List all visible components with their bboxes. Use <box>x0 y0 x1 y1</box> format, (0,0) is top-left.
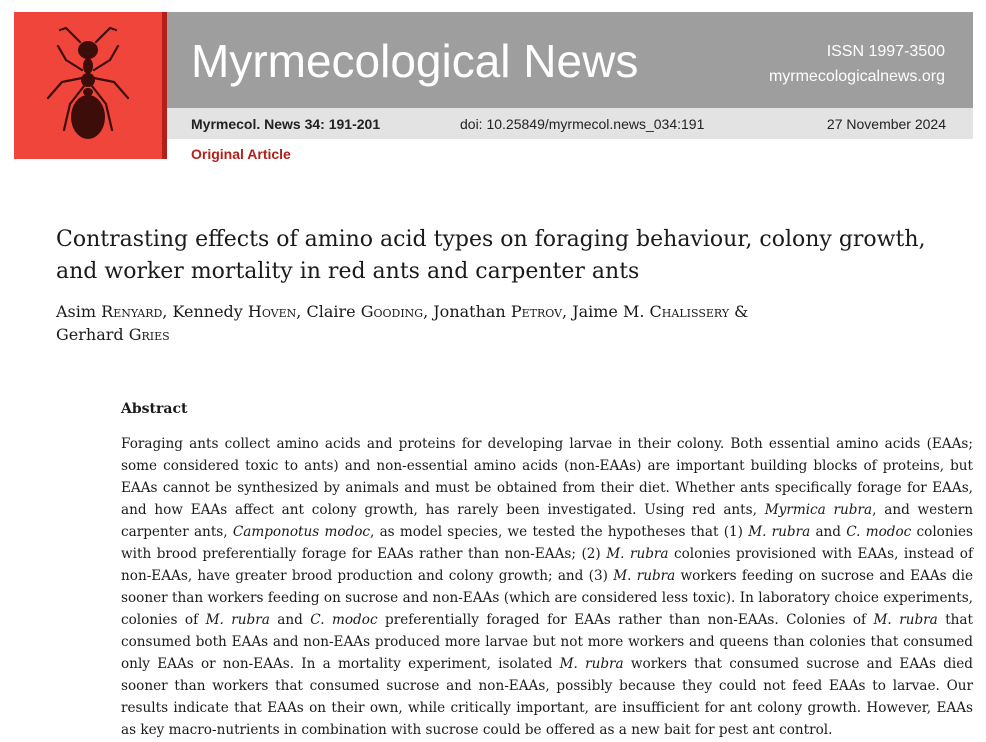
abstract-text-run: workers feeding on sucrose and EAAs die sooner than workers feeding on sucrose and non-EAAs (which are considered less toxic). In laboratory choice experiments, colonies of <box>121 568 974 628</box>
journal-website-link[interactable]: myrmecologicalnews.org <box>768 68 945 85</box>
author: Jaime M. Chalissery <box>572 302 730 321</box>
abstract-text <box>121 433 973 741</box>
abstract-text-run: that consumed both EAAs and non-EAAs produced more larvae but not more workers and queens than colonies that consumed only EAAs or non-EAAs. In a mortality experiment, isolated <box>121 612 973 672</box>
species-name: M. rubra <box>873 612 938 628</box>
paper-title <box>56 224 936 288</box>
author: Claire Gooding <box>306 302 424 321</box>
author: Jonathan Petrov <box>433 302 563 321</box>
author: Kennedy Hoven <box>172 302 297 321</box>
species-name: M. rubra <box>606 546 669 562</box>
ant-icon <box>14 12 162 159</box>
abstract-text-run: , as model species, we tested the hypotheses that (1) <box>370 524 749 540</box>
abstract-text-run: and <box>269 612 311 628</box>
journal-banner <box>167 12 973 108</box>
doi-link[interactable]: doi: 10.25849/myrmecol.news_034:191 <box>460 116 705 132</box>
abstract-text-run: colonies provisioned with EAAs, instead of non-EAAs, have greater brood production and colony growth; and (3) <box>121 546 974 584</box>
species-name: C. modoc <box>846 524 912 540</box>
citation-bar <box>167 108 973 139</box>
abstract-text-run: colonies with brood preferentially forage for EAAs rather than non-EAAs; (2) <box>121 524 973 562</box>
abstract-text-run: preferentially foraged for EAAs rather than non-EAAs. Colonies of <box>377 612 874 628</box>
species-name: M. rubra <box>559 656 624 672</box>
citation-reference: Myrmecol. News 34: 191-201 <box>191 116 381 132</box>
species-name: Camponotus modoc <box>232 524 371 540</box>
journal-logo <box>14 12 162 159</box>
journal-title: Myrmecological News <box>191 35 639 87</box>
author: Gerhard Gries <box>56 325 170 344</box>
paper-title-line-1: Contrasting effects of amino acid types on foraging behaviour, colony growth, <box>56 227 926 252</box>
species-name: Myrmica rubra <box>764 502 873 518</box>
author: Asim Renyard <box>56 302 163 321</box>
species-name: M. rubra <box>613 568 676 584</box>
abstract-text-run: workers that consumed sucrose and EAAs died sooner than workers that consumed sucrose and non-EAAs, possibly because they could not feed EAAs to larvae. Our results indicate that EAAs on their own, while critically important, are insufficient for ant colony growth. However, EAAs as key macro-nutrients in combination with sucrose could be offered as a new bait for pest ant control. <box>121 656 974 738</box>
publication-date: 27 November 2024 <box>826 116 946 132</box>
species-name: M. rubra <box>205 612 270 628</box>
author-list: Asim Renyard, Kennedy Hoven, Claire Gooding, Jonathan Petrov, Jaime M. Chalissery & Gerhard Gries <box>56 302 749 344</box>
abstract-text-run: Foraging ants collect amino acids and proteins for developing larvae in their colony. Both essential amino acids (EAAs; some considered toxic to ants) and non-essential amino acids (non-EAAs) are important building blocks of proteins, but EAAs cannot be synthesized by animals and must be obtained from their diet. Whether ants specifically forage for EAAs, and how EAAs affect ant colony growth, has rarely been investigated. Using red ants, <box>121 436 973 518</box>
abstract-text-run: , and western carpenter ants, <box>121 502 973 540</box>
species-name: M. rubra <box>748 524 811 540</box>
abstract-heading: Abstract <box>121 401 188 417</box>
abstract-text-run: and <box>810 524 847 540</box>
paper-title-line-2: and worker mortality in red ants and carpenter ants <box>56 259 640 284</box>
article-type-label: Original Article <box>191 146 291 162</box>
issn-label: ISSN 1997-3500 <box>826 43 945 60</box>
species-name: C. modoc <box>310 612 378 628</box>
